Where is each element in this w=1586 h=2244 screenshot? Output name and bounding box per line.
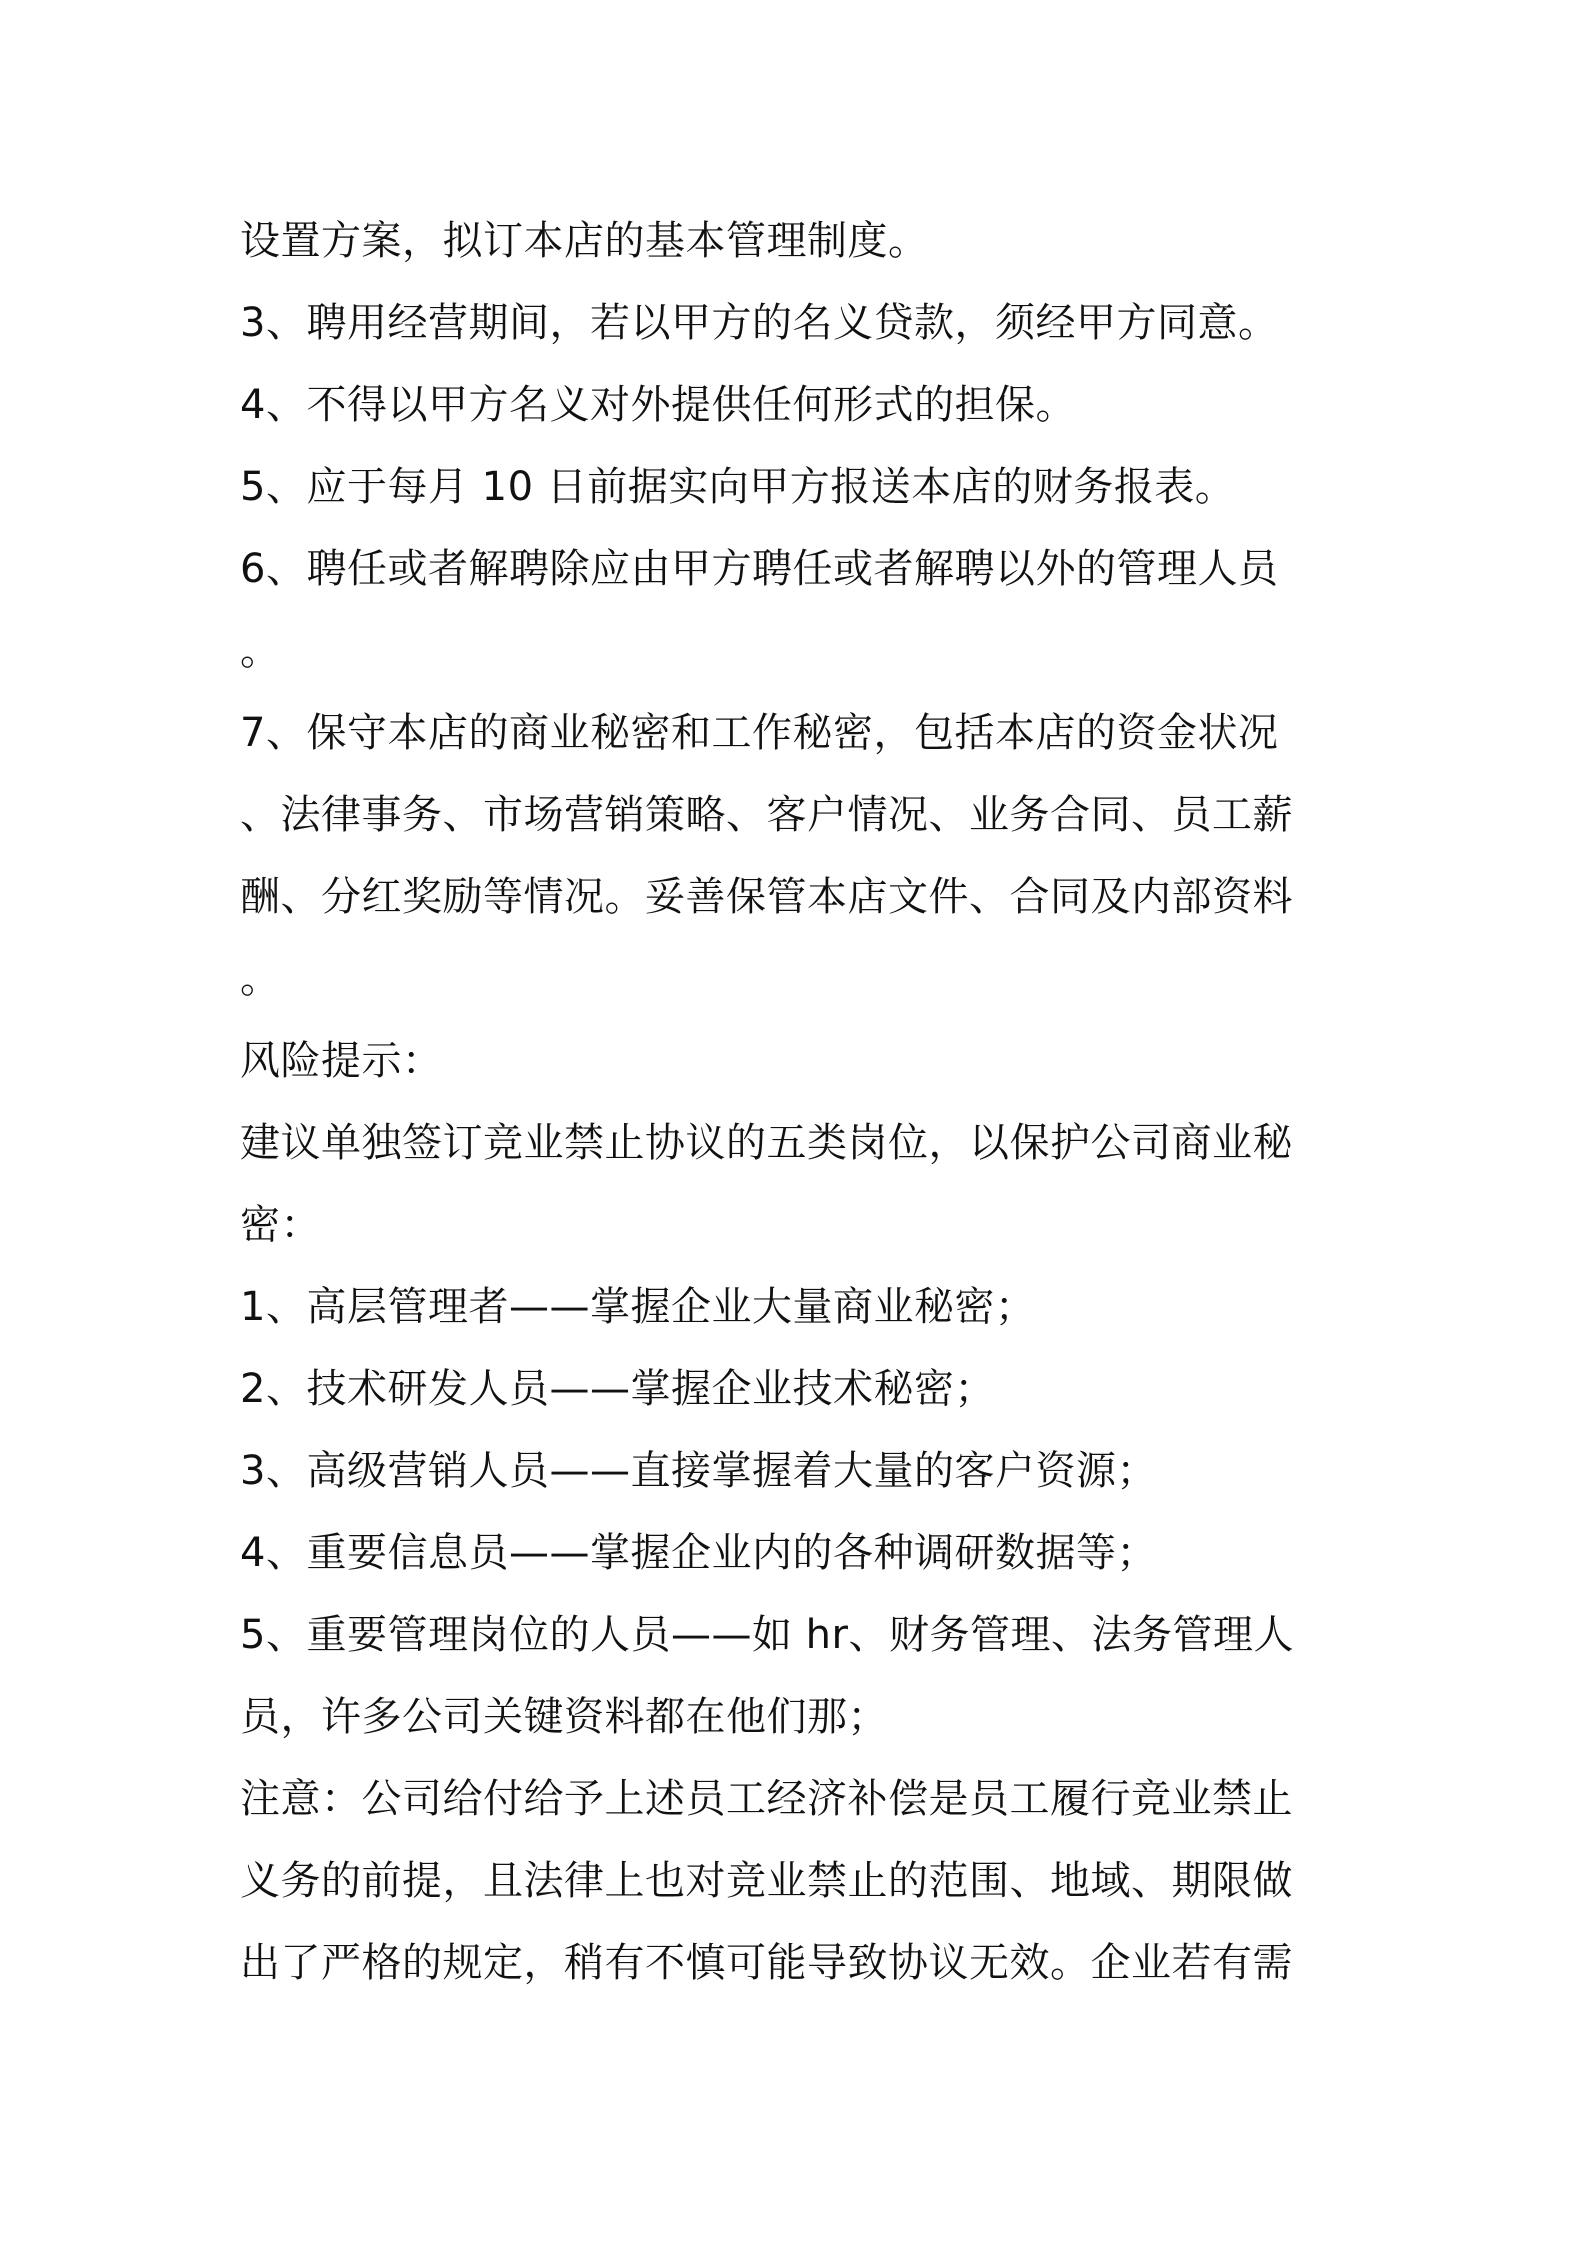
list-item: 4、重要信息员——掌握企业内的各种调研数据等； (240, 1530, 1157, 1576)
note-line: 义务的前提，且法律上也对竞业禁止的范围、地域、期限做 (240, 1858, 1293, 1904)
text-line: 、法律事务、市场营销策略、客户情况、业务合同、员工薪 (240, 792, 1293, 838)
text-line: 7、保守本店的商业秘密和工作秘密，包括本店的资金状况 (240, 710, 1279, 756)
text-line: 建议单独签订竞业禁止协议的五类岗位，以保护公司商业秘 (240, 1120, 1293, 1166)
list-item: 2、技术研发人员——掌握企业技术秘密； (240, 1366, 995, 1412)
text-line: 3、聘用经营期间，若以甲方的名义贷款，须经甲方同意。 (240, 300, 1279, 346)
text-line: 。 (240, 956, 281, 1002)
note-line: 注意：公司给付给予上述员工经济补偿是员工履行竞业禁止 (240, 1776, 1293, 1822)
note-line: 出了严格的规定，稍有不慎可能导致协议无效。企业若有需 (240, 1940, 1293, 1986)
section-heading: 风险提示： (240, 1038, 443, 1084)
list-item: 1、高层管理者——掌握企业大量商业秘密； (240, 1284, 1036, 1330)
text-line: 。 (240, 628, 281, 674)
text-line: 4、不得以甲方名义对外提供任何形式的担保。 (240, 382, 1076, 428)
text-line: 6、聘任或者解聘除应由甲方聘任或者解聘以外的管理人员 (240, 546, 1279, 592)
list-item: 3、高级营销人员——直接掌握着大量的客户资源； (240, 1448, 1157, 1494)
text-line: 5、应于每月 10 日前据实向甲方报送本店的财务报表。 (240, 464, 1236, 510)
list-item: 员，许多公司关键资料都在他们那； (240, 1694, 888, 1740)
list-item: 5、重要管理岗位的人员——如 hr、财务管理、法务管理人 (240, 1612, 1294, 1658)
text-line: 设置方案，拟订本店的基本管理制度。 (240, 218, 929, 264)
document-body (240, 200, 1360, 2004)
text-line: 密： (240, 1202, 321, 1248)
text-line: 酬、分红奖励等情况。妥善保管本店文件、合同及内部资料 (240, 874, 1293, 920)
